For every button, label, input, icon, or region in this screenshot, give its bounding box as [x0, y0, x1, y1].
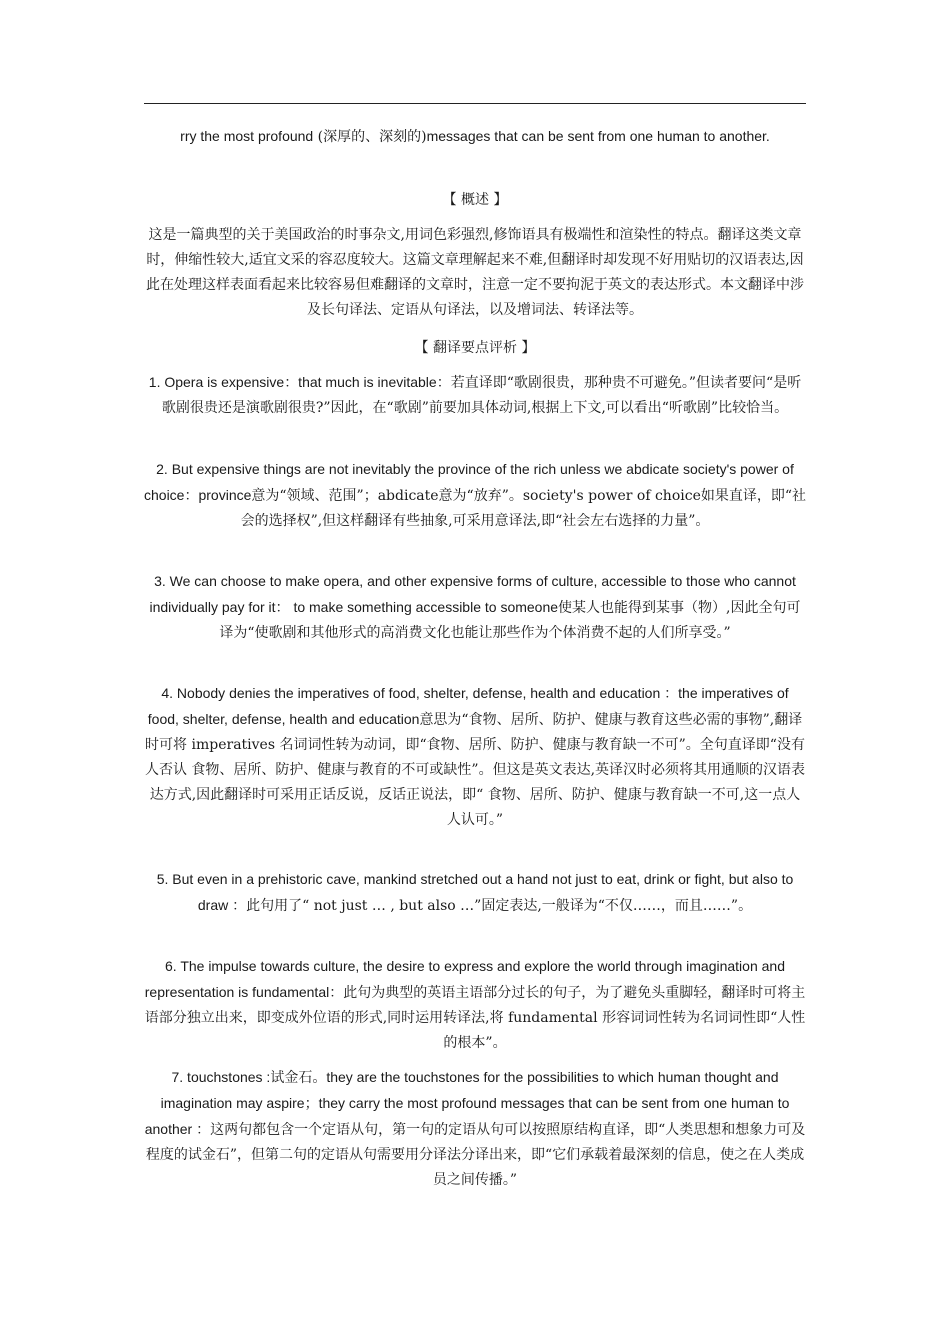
item-7-cn: 试金石。	[270, 1070, 327, 1086]
analysis-item-1	[144, 370, 806, 421]
item-5-en: 5. But even in a prehistoric cave, mankind stretched out a hand not just to eat, drink or fight, but also to draw ：	[156, 871, 794, 913]
item-1-en: 1. Opera is expensive：that much is inevitable：	[148, 374, 451, 390]
item-1-cn: 若直译即“歌剧很贵，那种贵不可避免。”但读者要问“是听歌剧很贵还是演歌剧很贵?”因此，在“歌剧”前要加具体动词,根据上下文,可以看出“听歌剧”比较恰当。	[161, 375, 802, 416]
intro-cn-part: (深厚的、深刻的)	[317, 129, 427, 145]
item-2-en: 2. But expensive things are not inevitably the province of the rich unless we abdicate society's power of choice：province	[144, 461, 794, 503]
item-6-cn: 此句为典型的英语主语部分过长的句子，为了避免头重脚轻，翻译时可将主语部分独立出来，即变成外位语的形式,同时运用转译法,将 fundamental 形容词词性转为名词词性即“人性的根本”。	[144, 985, 806, 1051]
intro-en-part1: rry the most profound	[180, 128, 314, 144]
analysis-item-6	[144, 954, 806, 1056]
analysis-item-5	[144, 867, 806, 919]
item-3-cn: 使某人也能得到某事（物）,因此全句可译为“使歌剧和其他形式的高消费文化也能让那些作为个体消费不起的人们所享受。”	[219, 600, 801, 641]
intro-paragraph	[144, 124, 806, 150]
overview-paragraph: 这是一篇典型的关于美国政治的时事杂文,用词色彩强烈,修饰语具有极端性和渲染性的特点。翻译这类文章时，伸缩性较大,适宜文采的容忍度较大。这篇文章理解起来不难,但翻译时却发现不好用贴切的汉语表达,因此在处理这样表面看起来比较容易但难翻译的文章时，注意一定不要拘泥于英文的表达形式。本文翻译中涉及长句译法、定语从句译法，以及增词法、转译法等。	[146, 227, 804, 318]
analysis-item-4	[144, 681, 806, 833]
analysis-item-2	[144, 457, 806, 534]
analysis-item-3	[144, 569, 806, 646]
item-4-en: 4. Nobody denies the imperatives of food, shelter, defense, health and education ：the imperatives of food, shelter, defense, health and education	[147, 685, 789, 727]
analysis-item-7	[144, 1065, 806, 1193]
item-4-cn: 意思为“食物、居所、防护、健康与教育这些必需的事物”,翻译时可将 imperatives 名词词性转为动词，即“食物、居所、防护、健康与教育缺一不可”。全句直译即“没有人否认 食物、居所、防护、健康与教育的不可或缺性”。但这是英文表达,英译汉时必须将其用通顺的汉语表达方式,因此翻译时可采用正话反说，反话正说法，即“ 食物、居所、防护、健康与教育缺一不可,这一点人人认可。”	[144, 712, 806, 828]
item-5-cn: 此句用了“ not just … , but also …”固定表达,一般译为“不仅……，而且……”。	[246, 898, 753, 914]
analysis-heading: 【 翻译要点评析 】	[414, 340, 536, 356]
header-rule	[144, 103, 806, 104]
item-6-en: 6. The impulse towards culture, the desire to express and explore the world through imagination and representation is fundamental：	[144, 958, 785, 1000]
item-7-en2: they are the touchstones for the possibilities to which human thought and imagination may aspire；they carry the most profound messages that can be sent from one human to another ：	[144, 1069, 790, 1137]
item-7-en: 7. touchstones :	[171, 1069, 271, 1085]
overview-heading: 【 概述 】	[442, 192, 508, 208]
item-3-en: 3. We can choose to make opera, and other expensive forms of culture, accessible to those who cannot individually pay for it： to make something accessible to someone	[149, 573, 796, 615]
item-2-cn: 意为“领域、范围”；abdicate意为“放弃”。society's power of choice如果直译，即“社会的选择权”,但这样翻译有些抽象,可采用意译法,即“社会左右选择的力量”。	[240, 488, 807, 529]
intro-en-part2: messages that can be sent from one human to another.	[426, 128, 770, 144]
item-7-cn2: 这两句都包含一个定语从句，第一句的定语从句可以按照原结构直译，即“人类思想和想象力可及程度的试金石”，但第二句的定语从句需要用分译法分译出来，即“它们承载着最深刻的信息，使之在人类成员之间传播。”	[145, 1122, 806, 1188]
